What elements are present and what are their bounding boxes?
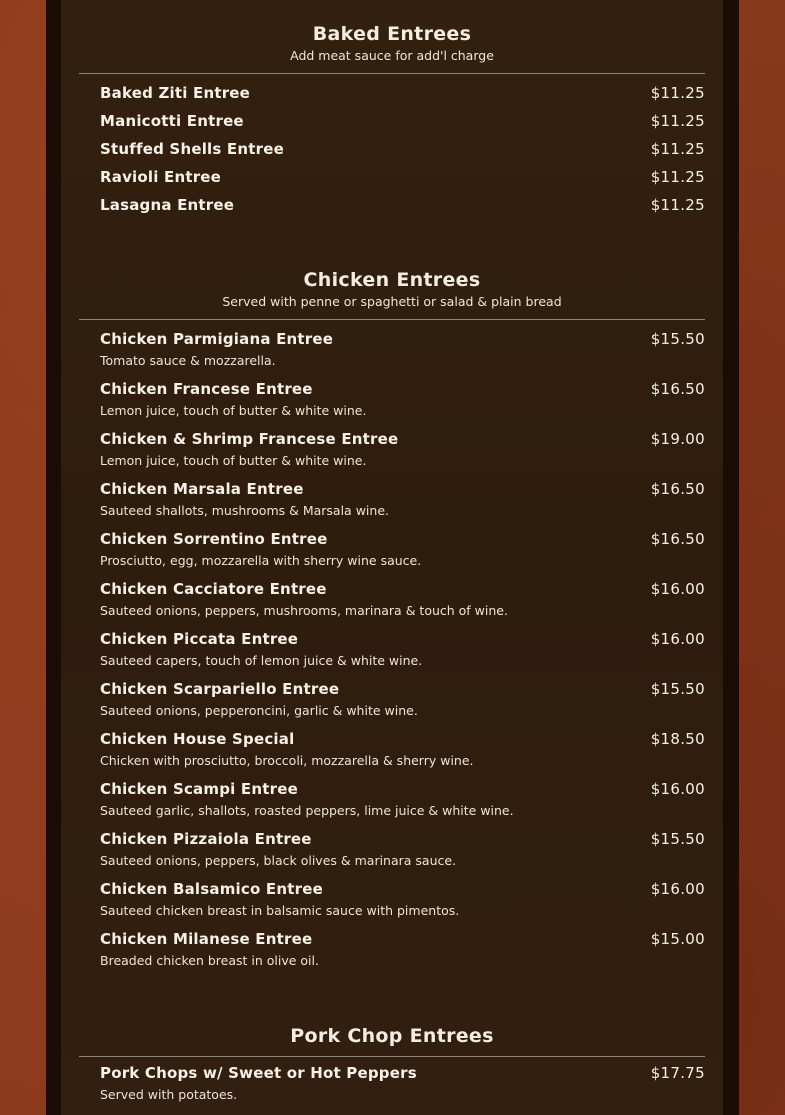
menu-item[interactable]: [100, 330, 705, 368]
item-price: $11.25: [650, 84, 705, 102]
item-name: Chicken House Special: [100, 730, 295, 748]
section-pork-chop-entrees: [79, 1024, 705, 1057]
item-name: Chicken Pizzaiola Entree: [100, 830, 312, 848]
menu-item[interactable]: [100, 780, 705, 818]
item-name: Chicken Scarpariello Entree: [100, 680, 340, 698]
item-price: $17.75: [650, 1064, 705, 1082]
item-name: Ravioli Entree: [100, 168, 222, 186]
item-price: $11.25: [650, 196, 705, 214]
item-description: Sauteed onions, peppers, black olives & marinara sauce.: [100, 853, 457, 868]
item-price: $11.25: [650, 140, 705, 158]
item-description: Sauteed shallots, mushrooms & Marsala wine.: [100, 503, 389, 518]
item-price: $15.50: [650, 680, 705, 698]
menu-item[interactable]: [100, 930, 705, 968]
item-description: Prosciutto, egg, mozzarella with sherry wine sauce.: [100, 553, 422, 568]
item-price: $19.00: [650, 430, 705, 448]
section-divider: [79, 1056, 705, 1057]
menu-item[interactable]: [100, 880, 705, 918]
item-price: $15.50: [650, 330, 705, 348]
item-name: Chicken Sorrentino Entree: [100, 530, 328, 548]
menu-item[interactable]: [100, 430, 705, 468]
menu-item[interactable]: [100, 730, 705, 768]
section-subtitle: Served with penne or spaghetti or salad & plain bread: [222, 294, 562, 309]
section-title: Pork Chop Entrees: [290, 1025, 494, 1047]
item-name: Chicken Cacciatore Entree: [100, 580, 327, 598]
item-description: Chicken with prosciutto, broccoli, mozzarella & sherry wine.: [100, 753, 474, 768]
item-description: Breaded chicken breast in olive oil.: [100, 953, 319, 968]
menu-item[interactable]: [100, 112, 705, 130]
item-description: Sauteed garlic, shallots, roasted peppers, lime juice & white wine.: [100, 803, 514, 818]
section-divider: [79, 73, 705, 74]
menu-item[interactable]: [100, 580, 705, 618]
section-subtitle: Add meat sauce for add'l charge: [290, 48, 494, 63]
item-name: Chicken Marsala Entree: [100, 480, 304, 498]
item-name: Lasagna Entree: [100, 196, 235, 214]
menu-item[interactable]: [100, 380, 705, 418]
item-name: Pork Chops w/ Sweet or Hot Peppers: [100, 1064, 417, 1082]
section-chicken-entrees: [79, 268, 705, 320]
item-price: $16.00: [650, 780, 705, 798]
menu-item[interactable]: [100, 530, 705, 568]
section-title: Chicken Entrees: [303, 269, 481, 291]
item-name: Manicotti Entree: [100, 112, 244, 130]
section-divider: [79, 319, 705, 320]
item-price: $15.00: [650, 930, 705, 948]
item-name: Chicken Parmigiana Entree: [100, 330, 334, 348]
item-price: $11.25: [650, 112, 705, 130]
item-price: $16.00: [650, 630, 705, 648]
item-name: Chicken & Shrimp Francese Entree: [100, 430, 399, 448]
menu-item[interactable]: [100, 630, 705, 668]
item-name: Chicken Milanese Entree: [100, 930, 313, 948]
item-name: Stuffed Shells Entree: [100, 140, 284, 158]
menu-item[interactable]: [100, 140, 705, 158]
item-price: $11.25: [650, 168, 705, 186]
item-name: Chicken Francese Entree: [100, 380, 313, 398]
item-description: Sauteed onions, peppers, mushrooms, marinara & touch of wine.: [100, 603, 508, 618]
section-title: Baked Entrees: [312, 23, 472, 45]
menu-item[interactable]: [100, 196, 705, 214]
item-name: Chicken Piccata Entree: [100, 630, 299, 648]
menu-item[interactable]: [100, 830, 705, 868]
item-description: Tomato sauce & mozzarella.: [100, 353, 276, 368]
item-name: Baked Ziti Entree: [100, 84, 251, 102]
section-baked-entrees: [79, 22, 705, 74]
menu-item[interactable]: [100, 680, 705, 718]
item-description: Served with potatoes.: [100, 1087, 238, 1102]
item-price: $16.00: [650, 880, 705, 898]
menu-item[interactable]: [100, 1064, 705, 1102]
item-price: $16.50: [650, 530, 705, 548]
menu-item[interactable]: [100, 84, 705, 102]
item-description: Sauteed onions, pepperoncini, garlic & white wine.: [100, 703, 418, 718]
menu-item[interactable]: [100, 168, 705, 186]
item-price: $16.00: [650, 580, 705, 598]
item-description: Lemon juice, touch of butter & white wine.: [100, 403, 367, 418]
item-price: $16.50: [650, 480, 705, 498]
item-description: Sauteed capers, touch of lemon juice & white wine.: [100, 653, 423, 668]
item-price: $16.50: [650, 380, 705, 398]
item-name: Chicken Balsamico Entree: [100, 880, 323, 898]
menu-item[interactable]: [100, 480, 705, 518]
item-price: $15.50: [650, 830, 705, 848]
item-description: Lemon juice, touch of butter & white wine.: [100, 453, 367, 468]
item-price: $18.50: [650, 730, 705, 748]
item-name: Chicken Scampi Entree: [100, 780, 298, 798]
item-description: Sauteed chicken breast in balsamic sauce with pimentos.: [100, 903, 460, 918]
